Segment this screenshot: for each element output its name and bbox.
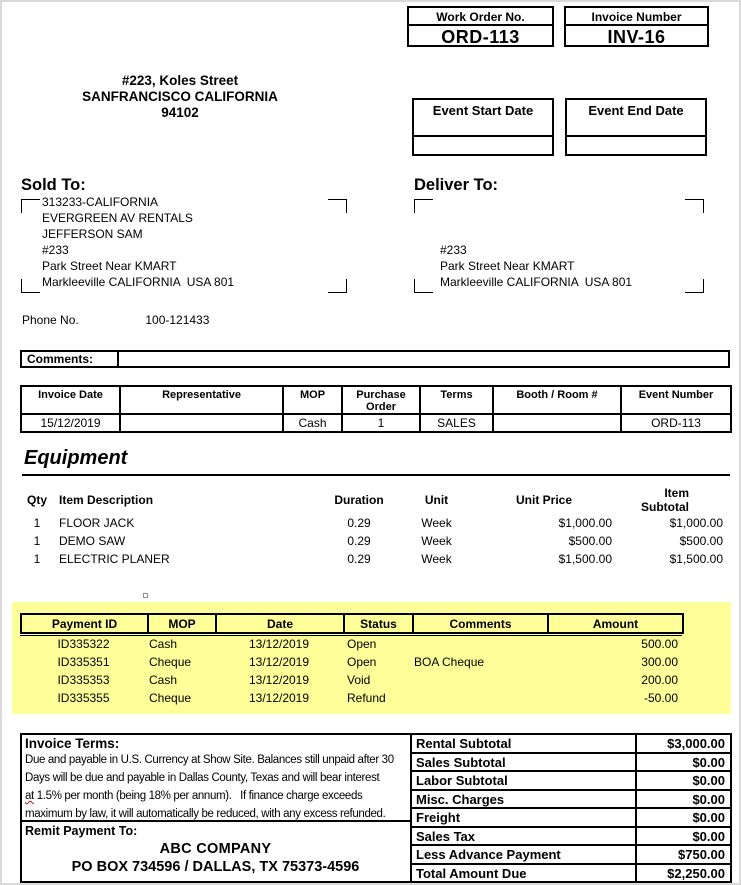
payment-date: 13/12/2019	[248, 673, 310, 687]
equipment-item-subtotal: $1,500.00	[669, 552, 723, 566]
payments-highlight	[12, 602, 731, 714]
total-value: $0.00	[692, 773, 725, 788]
payments-rows-table	[20, 635, 682, 707]
phone-label: Phone No.	[22, 313, 79, 327]
payment-comment: BOA Cheque	[414, 655, 485, 669]
corner-mark-icon	[21, 199, 40, 213]
corner-mark-icon	[414, 199, 433, 213]
deliver-to-address-line	[440, 194, 632, 210]
equipment-duration: 0.29	[347, 516, 371, 530]
col-header-payment-comments: Comments	[413, 614, 548, 633]
col-header-payment-mop: MOP	[148, 614, 216, 633]
payment-row	[20, 653, 682, 671]
remit-address: PO BOX 734596 / DALLAS, TX 75373-4596	[71, 859, 360, 875]
total-row	[412, 735, 730, 754]
col-header-unit: Unit	[424, 493, 449, 507]
sold-to-address	[42, 194, 234, 290]
event-end-date-label: Event End Date	[567, 100, 705, 137]
event-start-date-box	[412, 98, 554, 156]
event-end-date-box	[565, 98, 707, 156]
equipment-unit-price: $500.00	[568, 534, 612, 548]
total-label: Misc. Charges	[412, 791, 637, 808]
payment-date: 13/12/2019	[248, 691, 310, 705]
sold-to-address-line: Markleeville CALIFORNIA USA 801	[42, 275, 235, 289]
company-address-line: 94102	[161, 105, 199, 120]
work-order-label: Work Order No.	[409, 8, 552, 26]
equipment-item-subtotal: $500.00	[679, 534, 723, 548]
total-label: Sales Tax	[412, 828, 637, 845]
equipment-unit: Week	[421, 516, 452, 530]
total-row	[412, 828, 730, 847]
col-header-duration: Duration	[334, 493, 384, 507]
deliver-to-address-line: #233	[440, 243, 467, 257]
col-header-terms: Terms	[420, 386, 493, 414]
equipment-qty: 1	[33, 552, 41, 566]
total-value: $0.00	[692, 791, 725, 807]
payment-status: Open	[347, 637, 377, 651]
mop-value: Cash	[283, 414, 342, 432]
order-info-table	[20, 385, 730, 433]
col-header-invoice-date: Invoice Date	[21, 386, 120, 414]
remit-company: ABC COMPANY	[159, 841, 272, 857]
purchase-order-value: 1	[342, 414, 420, 432]
total-row	[412, 754, 730, 773]
total-value: $0.00	[692, 828, 725, 844]
total-value: $2,250.00	[667, 865, 725, 881]
sold-to-address-line: Park Street Near KMART	[42, 259, 177, 273]
payment-id: ID335353	[57, 673, 110, 687]
payment-mop: Cash	[149, 673, 178, 687]
equipment-unit-price: $1,500.00	[558, 552, 612, 566]
sold-to-heading: Sold To:	[21, 176, 86, 194]
payment-mop: Cheque	[149, 691, 192, 705]
equipment-unit: Week	[421, 552, 452, 566]
deliver-to-address-line: Park Street Near KMART	[440, 259, 575, 273]
equipment-duration: 0.29	[347, 534, 371, 548]
company-address-line: SANFRANCISCO CALIFORNIA	[82, 89, 278, 104]
payment-status: Void	[347, 673, 371, 687]
work-order-value: ORD-113	[441, 27, 520, 47]
terms-value: SALES	[420, 414, 493, 432]
corner-mark-icon	[685, 199, 704, 213]
remit-payment-block	[22, 822, 410, 881]
col-header-mop: MOP	[283, 386, 342, 414]
corner-mark-icon	[328, 199, 347, 213]
corner-mark-icon	[21, 279, 40, 293]
payment-status: Refund	[347, 691, 386, 705]
event-number-value: ORD-113	[621, 414, 731, 432]
total-row	[412, 865, 730, 882]
sold-to-address-line: 313233-CALIFORNIA	[42, 195, 159, 209]
summary-section	[20, 733, 732, 883]
deliver-to-address-line	[440, 210, 632, 226]
payment-row	[20, 671, 682, 689]
payment-row	[20, 635, 682, 653]
deliver-to-address-line	[440, 226, 632, 242]
deliver-to-address-line: Markleeville CALIFORNIA USA 801	[440, 275, 633, 289]
total-value: $0.00	[692, 810, 725, 825]
total-row	[412, 809, 730, 828]
work-order-box	[407, 6, 554, 47]
total-label: Freight	[412, 809, 637, 826]
col-header-payment-status: Status	[344, 614, 413, 633]
phone-value: 100-121433	[145, 313, 210, 327]
order-info-header-row	[21, 386, 731, 414]
corner-mark-icon	[414, 279, 433, 293]
equipment-description: ELECTRIC PLANER	[59, 552, 170, 566]
equipment-row	[22, 550, 730, 568]
invoice-date-value: 15/12/2019	[21, 414, 120, 432]
payment-id: ID335355	[57, 691, 110, 705]
payment-comment	[412, 689, 547, 707]
equipment-header-row	[22, 486, 730, 514]
comments-label: Comments:	[22, 352, 119, 366]
equipment-qty: 1	[33, 534, 41, 548]
equipment-table	[22, 486, 730, 568]
total-row	[412, 846, 730, 865]
total-row	[412, 791, 730, 810]
terms-and-remit-panel	[22, 735, 412, 881]
total-value: $750.00	[678, 847, 725, 862]
payment-comment	[412, 671, 547, 689]
col-header-representative: Representative	[120, 386, 283, 414]
payments-header-table	[20, 613, 682, 634]
col-header-qty: Qty	[26, 493, 47, 507]
payment-id: ID335351	[57, 655, 110, 669]
payment-amount: -50.00	[643, 691, 678, 705]
equipment-unit-price: $1,000.00	[558, 516, 612, 530]
order-info-value-row	[21, 414, 731, 432]
phone-row	[22, 313, 209, 327]
invoice-number-value: INV-16	[607, 27, 666, 47]
payment-date: 13/12/2019	[248, 655, 310, 669]
terms-line: Due and payable in U.S. Currency at Show Site. Balances still unpaid after 30	[25, 754, 394, 766]
total-value: $3,000.00	[667, 736, 725, 751]
terms-line: Days will be due and payable in Dallas County, Texas and will bear interest	[25, 772, 380, 784]
comments-bar	[20, 350, 730, 368]
company-address-line: #223, Koles Street	[121, 73, 239, 88]
equipment-section-heading: Equipment	[22, 447, 730, 476]
company-address	[60, 71, 300, 119]
totals-table	[412, 735, 730, 881]
payment-row	[20, 689, 682, 707]
equipment-row	[22, 532, 730, 550]
col-header-payment-id: Payment ID	[21, 614, 148, 633]
payment-id: ID335322	[57, 637, 110, 651]
equipment-duration: 0.29	[347, 552, 371, 566]
terms-line: maximum by law, it will automatically be reduced, with any excess refunded.	[25, 808, 386, 820]
booth-room-value	[493, 414, 621, 432]
invoice-terms-text	[25, 751, 406, 822]
equipment-row	[22, 514, 730, 532]
col-header-payment-date: Date	[216, 614, 344, 633]
invoice-terms-block	[22, 735, 410, 822]
invoice-terms-heading: Invoice Terms:	[25, 736, 120, 751]
deliver-to-address	[440, 194, 632, 290]
col-header-item-description: Item Description	[59, 493, 154, 507]
section-marker-square	[143, 593, 148, 598]
total-label: Less Advance Payment	[412, 846, 637, 863]
payment-comment	[412, 635, 547, 653]
total-label: Total Amount Due	[412, 865, 637, 882]
representative-value	[120, 414, 283, 432]
sold-to-address-line: JEFFERSON SAM	[42, 227, 143, 241]
payment-status: Open	[347, 655, 377, 669]
sold-to-address-line: EVERGREEN AV RENTALS	[42, 211, 193, 225]
invoice-number-label: Invoice Number	[566, 8, 707, 26]
total-label: Sales Subtotal	[412, 754, 637, 771]
equipment-qty: 1	[33, 516, 41, 530]
terms-line: at 1.5% per month (being 18% per annum). If finance charge exceeds	[25, 790, 363, 802]
equipment-description: FLOOR JACK	[59, 516, 135, 530]
payment-amount: 200.00	[641, 673, 678, 687]
corner-mark-icon	[328, 279, 347, 293]
event-start-date-label: Event Start Date	[414, 100, 552, 137]
col-header-event-number: Event Number	[621, 386, 731, 414]
total-label: Labor Subtotal	[412, 772, 637, 789]
total-value: $0.00	[692, 754, 725, 770]
comments-value	[119, 352, 728, 366]
total-label: Rental Subtotal	[412, 735, 637, 752]
col-header-unit-price: Unit Price	[515, 493, 572, 507]
sold-to-address-line: #233	[42, 243, 69, 257]
col-header-booth-room: Booth / Room #	[493, 386, 621, 414]
equipment-description: DEMO SAW	[59, 534, 126, 548]
total-row	[412, 772, 730, 791]
payment-amount: 500.00	[641, 637, 678, 651]
payment-mop: Cash	[149, 637, 178, 651]
equipment-item-subtotal: $1,000.00	[669, 516, 723, 530]
remit-heading: Remit Payment To:	[25, 824, 138, 838]
col-header-purchase-order: Purchase Order	[342, 386, 420, 414]
payment-mop: Cheque	[149, 655, 192, 669]
col-header-payment-amount: Amount	[548, 614, 683, 633]
col-header-item-subtotal: Item Subtotal	[641, 486, 689, 514]
payments-header-row	[21, 614, 683, 633]
payment-amount: 300.00	[641, 655, 678, 669]
equipment-unit: Week	[421, 534, 452, 548]
invoice-number-box	[564, 6, 709, 47]
deliver-to-heading: Deliver To:	[414, 176, 499, 194]
corner-mark-icon	[685, 279, 704, 293]
payment-date: 13/12/2019	[248, 637, 310, 651]
